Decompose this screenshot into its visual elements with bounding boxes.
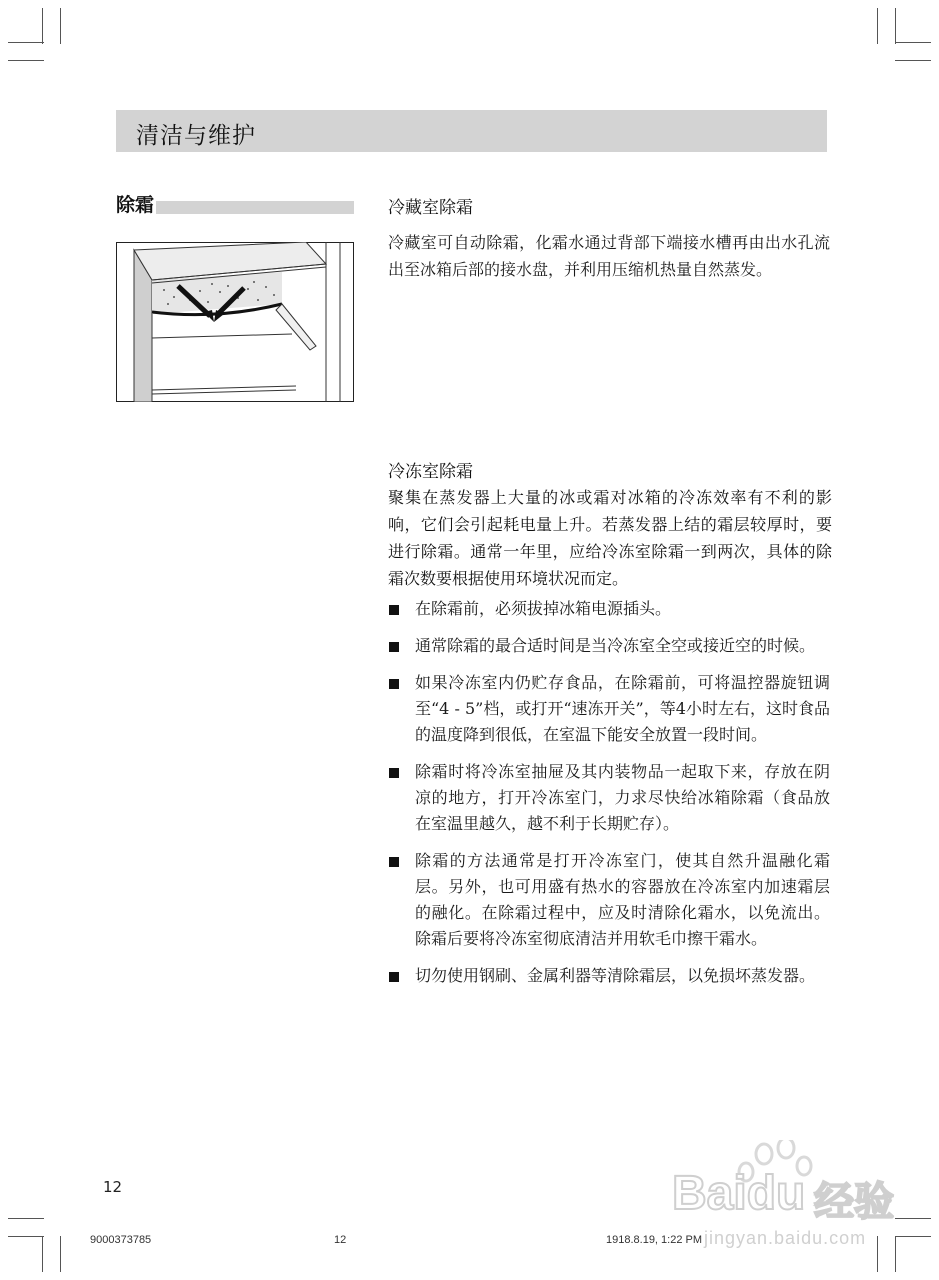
crop-mark xyxy=(877,8,878,44)
crop-mark xyxy=(42,1236,43,1272)
crop-mark xyxy=(8,1218,44,1219)
crop-mark xyxy=(895,8,896,44)
square-bullet-icon xyxy=(389,642,399,652)
list-item-text: 切勿使用钢刷、金属利器等清除霜层，以免损坏蒸发器。 xyxy=(415,966,816,985)
footer-page: 12 xyxy=(334,1234,347,1246)
square-bullet-icon xyxy=(389,768,399,778)
freezer-defrost-title: 冷冻室除霜 xyxy=(388,462,473,482)
watermark-cn: 经验 xyxy=(814,1179,894,1225)
square-bullet-icon xyxy=(389,605,399,615)
crop-mark xyxy=(42,8,43,44)
fridge-defrost-title: 冷藏室除霜 xyxy=(388,198,473,218)
list-item xyxy=(388,848,830,952)
crop-mark xyxy=(60,1236,61,1272)
list-item xyxy=(388,759,830,837)
list-item xyxy=(388,633,830,659)
crop-mark xyxy=(895,60,931,61)
fridge-defrost-body: 冷藏室可自动除霜，化霜水通过背部下端接水槽再由出水孔流出至冰箱后部的接水盘，并利用压缩机热量自然蒸发。 xyxy=(388,233,830,279)
list-item-text: 除霜的方法通常是打开冷冻室门，使其自然升温融化霜层。另外，也可用盛有热水的容器放在冷冻室内加速霜层的融化。在除霜过程中，应及时清除化霜水，以免流出。除霜后要将冷冻室彻底清洁并用软毛巾擦干霜水。 xyxy=(415,851,830,948)
square-bullet-icon xyxy=(389,679,399,689)
list-item-text: 在除霜前，必须拔掉冰箱电源插头。 xyxy=(415,599,672,618)
side-title-underline xyxy=(156,201,354,214)
square-bullet-icon xyxy=(389,857,399,867)
crop-mark xyxy=(8,1236,44,1237)
page-title: 清洁与维护 xyxy=(136,123,256,149)
list-item-text: 除霜时将冷冻室抽屉及其内装物品一起取下来，存放在阴凉的地方，打开冷冻室门，力求尽快给冰箱除霜（食品放在室温里越久，越不利于长期贮存）。 xyxy=(415,762,830,833)
section-header-bar xyxy=(116,110,827,152)
watermark-brand-2: du xyxy=(746,1167,806,1220)
fridge-defrost-illustration xyxy=(116,242,354,402)
crop-mark xyxy=(8,60,44,61)
square-bullet-icon xyxy=(389,972,399,982)
page-number: 12 xyxy=(103,1178,123,1196)
list-item-text: 如果冷冻室内仍贮存食品，在除霜前，可将温控器旋钮调至“4 - 5”档，或打开“速冻开关”，等4小时左右，这时食品的温度降到很低，在室温下能安全放置一段时间。 xyxy=(415,673,830,744)
crop-mark xyxy=(8,42,44,43)
list-item xyxy=(388,963,830,989)
footer-timestamp: 1918.8.19, 1:22 PM xyxy=(606,1234,703,1246)
watermark-url: jingyan.baidu.com xyxy=(704,1228,867,1248)
watermark-brand: Bai xyxy=(672,1167,747,1220)
baidu-jingyan-watermark xyxy=(668,1140,928,1260)
side-title: 除霜 xyxy=(116,194,155,216)
list-item xyxy=(388,596,830,622)
list-item xyxy=(388,670,830,748)
list-item-text: 通常除霜的最合适时间是当冷冻室全空或接近空的时候。 xyxy=(415,636,816,655)
crop-mark xyxy=(895,42,931,43)
freezer-defrost-intro: 聚集在蒸发器上大量的冰或霜对冰箱的冷冻效率有不利的影响，它们会引起耗电量上升。若蒸发器上结的霜层较厚时，要进行除霜。通常一年里，应给冷冻室除霜一到两次，具体的除霜次数要根据使用环境状况而定。 xyxy=(388,488,832,588)
freezer-defrost-steps xyxy=(388,596,830,1000)
crop-mark xyxy=(60,8,61,44)
footer-doc-id: 9000373785 xyxy=(90,1234,152,1246)
